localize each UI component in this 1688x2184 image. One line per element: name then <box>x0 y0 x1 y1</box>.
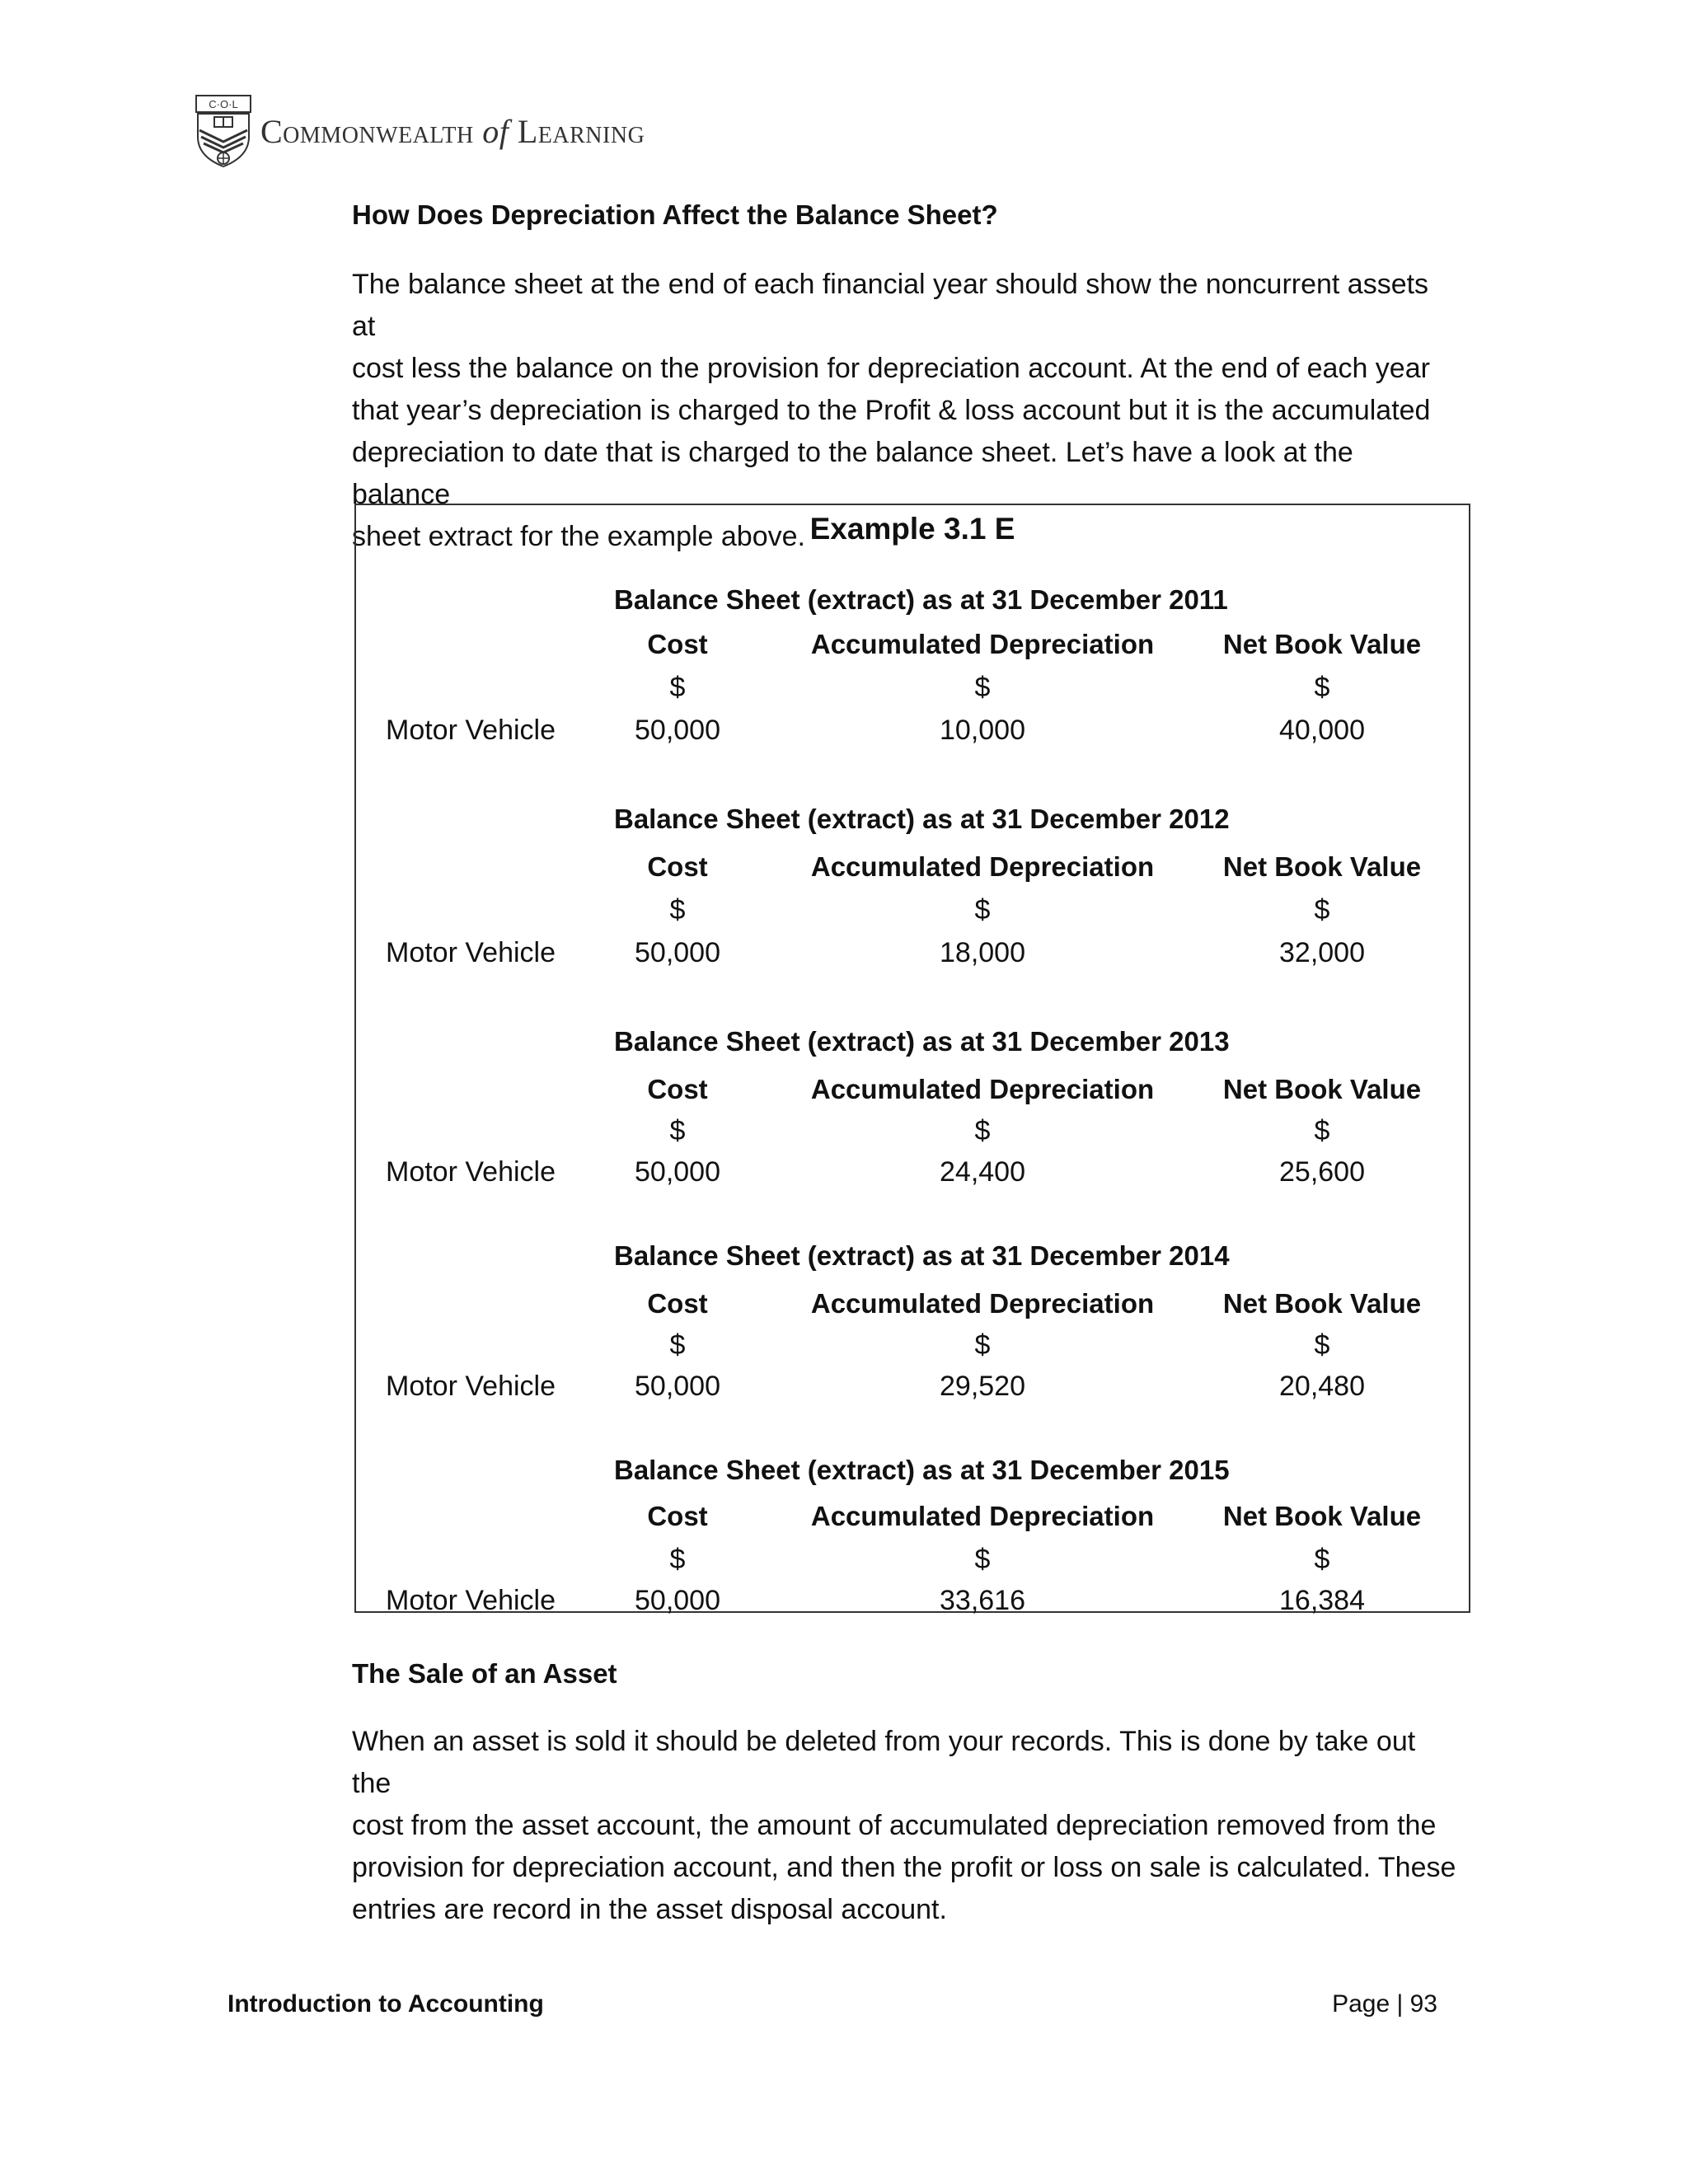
currency-symbol: $ <box>669 1329 686 1361</box>
col-logo <box>195 94 645 168</box>
row-label-motor-vehicle: Motor Vehicle <box>386 715 556 746</box>
section-depreciation-balance-sheet <box>352 199 1456 231</box>
currency-symbol: $ <box>669 894 686 926</box>
currency-symbol: $ <box>974 1544 991 1575</box>
currency-symbol: $ <box>669 1544 686 1575</box>
paragraph-line: cost from the asset account, the amount of accumulated depreciation removed from the <box>352 1810 1437 1841</box>
footer-page-number: Page | 93 <box>1332 1990 1437 2018</box>
currency-symbol: $ <box>974 672 991 703</box>
currency-symbol: $ <box>1314 1115 1330 1146</box>
footer-course-title: Introduction to Accounting <box>227 1990 544 2018</box>
currency-symbol: $ <box>1314 672 1330 703</box>
paragraph-line: provision for depreciation account, and then the profit or loss on sale is calculated. These <box>352 1852 1456 1883</box>
currency-symbol: $ <box>974 1329 991 1361</box>
value-cost: 50,000 <box>635 1585 720 1616</box>
extract-title: Balance Sheet (extract) as at 31 December 2014 <box>614 1240 1230 1271</box>
logo-wordmark <box>260 112 645 151</box>
currency-symbol: $ <box>1314 894 1330 926</box>
value-cost: 50,000 <box>635 715 720 746</box>
example-title: Example 3.1 E <box>809 512 1015 546</box>
column-header-net-book-value: Net Book Value <box>1222 851 1422 882</box>
extract-title: Balance Sheet (extract) as at 31 December 2011 <box>614 584 1228 615</box>
paragraph-line: When an asset is sold it should be deleted from your records. This is done by take out the <box>352 1726 1416 1799</box>
logo-text-commonwealth: Commonwealth <box>260 112 474 150</box>
column-header-net-book-value: Net Book Value <box>1222 1074 1422 1104</box>
paragraph-line: cost less the balance on the provision for depreciation account. At the end of each year <box>352 353 1430 384</box>
paragraph-line: that year’s depreciation is charged to the Profit & loss account but it is the accumulated <box>352 395 1431 426</box>
column-header-accumulated-depreciation: Accumulated Depreciation <box>810 851 1155 882</box>
value-accumulated-depreciation: 10,000 <box>940 715 1025 746</box>
value-net-book-value: 16,384 <box>1279 1585 1365 1616</box>
paragraph-line: The balance sheet at the end of each financial year should show the noncurrent assets at <box>352 269 1429 342</box>
row-label-motor-vehicle: Motor Vehicle <box>386 937 556 968</box>
column-header-cost: Cost <box>647 629 708 659</box>
value-net-book-value: 40,000 <box>1279 715 1365 746</box>
paragraph-line: sheet extract for the example above. <box>352 521 805 552</box>
section-heading: The Sale of an Asset <box>352 1658 617 1689</box>
value-cost: 50,000 <box>635 937 720 968</box>
row-label-motor-vehicle: Motor Vehicle <box>386 1585 556 1616</box>
value-cost: 50,000 <box>635 1371 720 1402</box>
column-header-cost: Cost <box>647 1074 708 1104</box>
value-net-book-value: 20,480 <box>1279 1371 1365 1402</box>
paragraph-line: depreciation to date that is charged to the balance sheet. Let’s have a look at the balance <box>352 437 1353 510</box>
section-sale-of-asset <box>352 1658 1456 1690</box>
column-header-accumulated-depreciation: Accumulated Depreciation <box>810 1074 1155 1104</box>
logo-initials: C·O·L <box>209 98 238 110</box>
currency-symbol: $ <box>1314 1544 1330 1575</box>
value-cost: 50,000 <box>635 1156 720 1188</box>
value-accumulated-depreciation: 29,520 <box>940 1371 1025 1402</box>
extract-title: Balance Sheet (extract) as at 31 December 2015 <box>614 1455 1230 1485</box>
row-label-motor-vehicle: Motor Vehicle <box>386 1371 556 1402</box>
currency-symbol: $ <box>1314 1329 1330 1361</box>
column-header-cost: Cost <box>647 851 708 882</box>
column-header-accumulated-depreciation: Accumulated Depreciation <box>810 1288 1155 1319</box>
currency-symbol: $ <box>669 1115 686 1146</box>
currency-symbol: $ <box>974 894 991 926</box>
section2-paragraph <box>352 1721 1456 1931</box>
logo-text-of: of <box>482 112 509 150</box>
paragraph-line: entries are record in the asset disposal account. <box>352 1894 947 1925</box>
section-heading: How Does Depreciation Affect the Balance Sheet? <box>352 199 998 230</box>
value-accumulated-depreciation: 18,000 <box>940 937 1025 968</box>
column-header-cost: Cost <box>647 1288 708 1319</box>
column-header-net-book-value: Net Book Value <box>1222 1288 1422 1319</box>
column-header-accumulated-depreciation: Accumulated Depreciation <box>810 1501 1155 1531</box>
column-header-cost: Cost <box>647 1501 708 1531</box>
example-box <box>354 504 1470 1616</box>
column-header-net-book-value: Net Book Value <box>1222 1501 1422 1531</box>
value-accumulated-depreciation: 24,400 <box>940 1156 1025 1188</box>
column-header-net-book-value: Net Book Value <box>1222 629 1422 659</box>
value-net-book-value: 25,600 <box>1279 1156 1365 1188</box>
logo-text-learning: Learning <box>517 112 645 150</box>
currency-symbol: $ <box>669 672 686 703</box>
row-label-motor-vehicle: Motor Vehicle <box>386 1156 556 1188</box>
column-header-accumulated-depreciation: Accumulated Depreciation <box>810 629 1155 659</box>
currency-symbol: $ <box>974 1115 991 1146</box>
extract-title: Balance Sheet (extract) as at 31 December 2013 <box>614 1026 1230 1057</box>
col-shield-icon <box>195 94 252 168</box>
value-net-book-value: 32,000 <box>1279 937 1365 968</box>
value-accumulated-depreciation: 33,616 <box>940 1585 1025 1616</box>
extract-title: Balance Sheet (extract) as at 31 December 2012 <box>614 804 1230 834</box>
